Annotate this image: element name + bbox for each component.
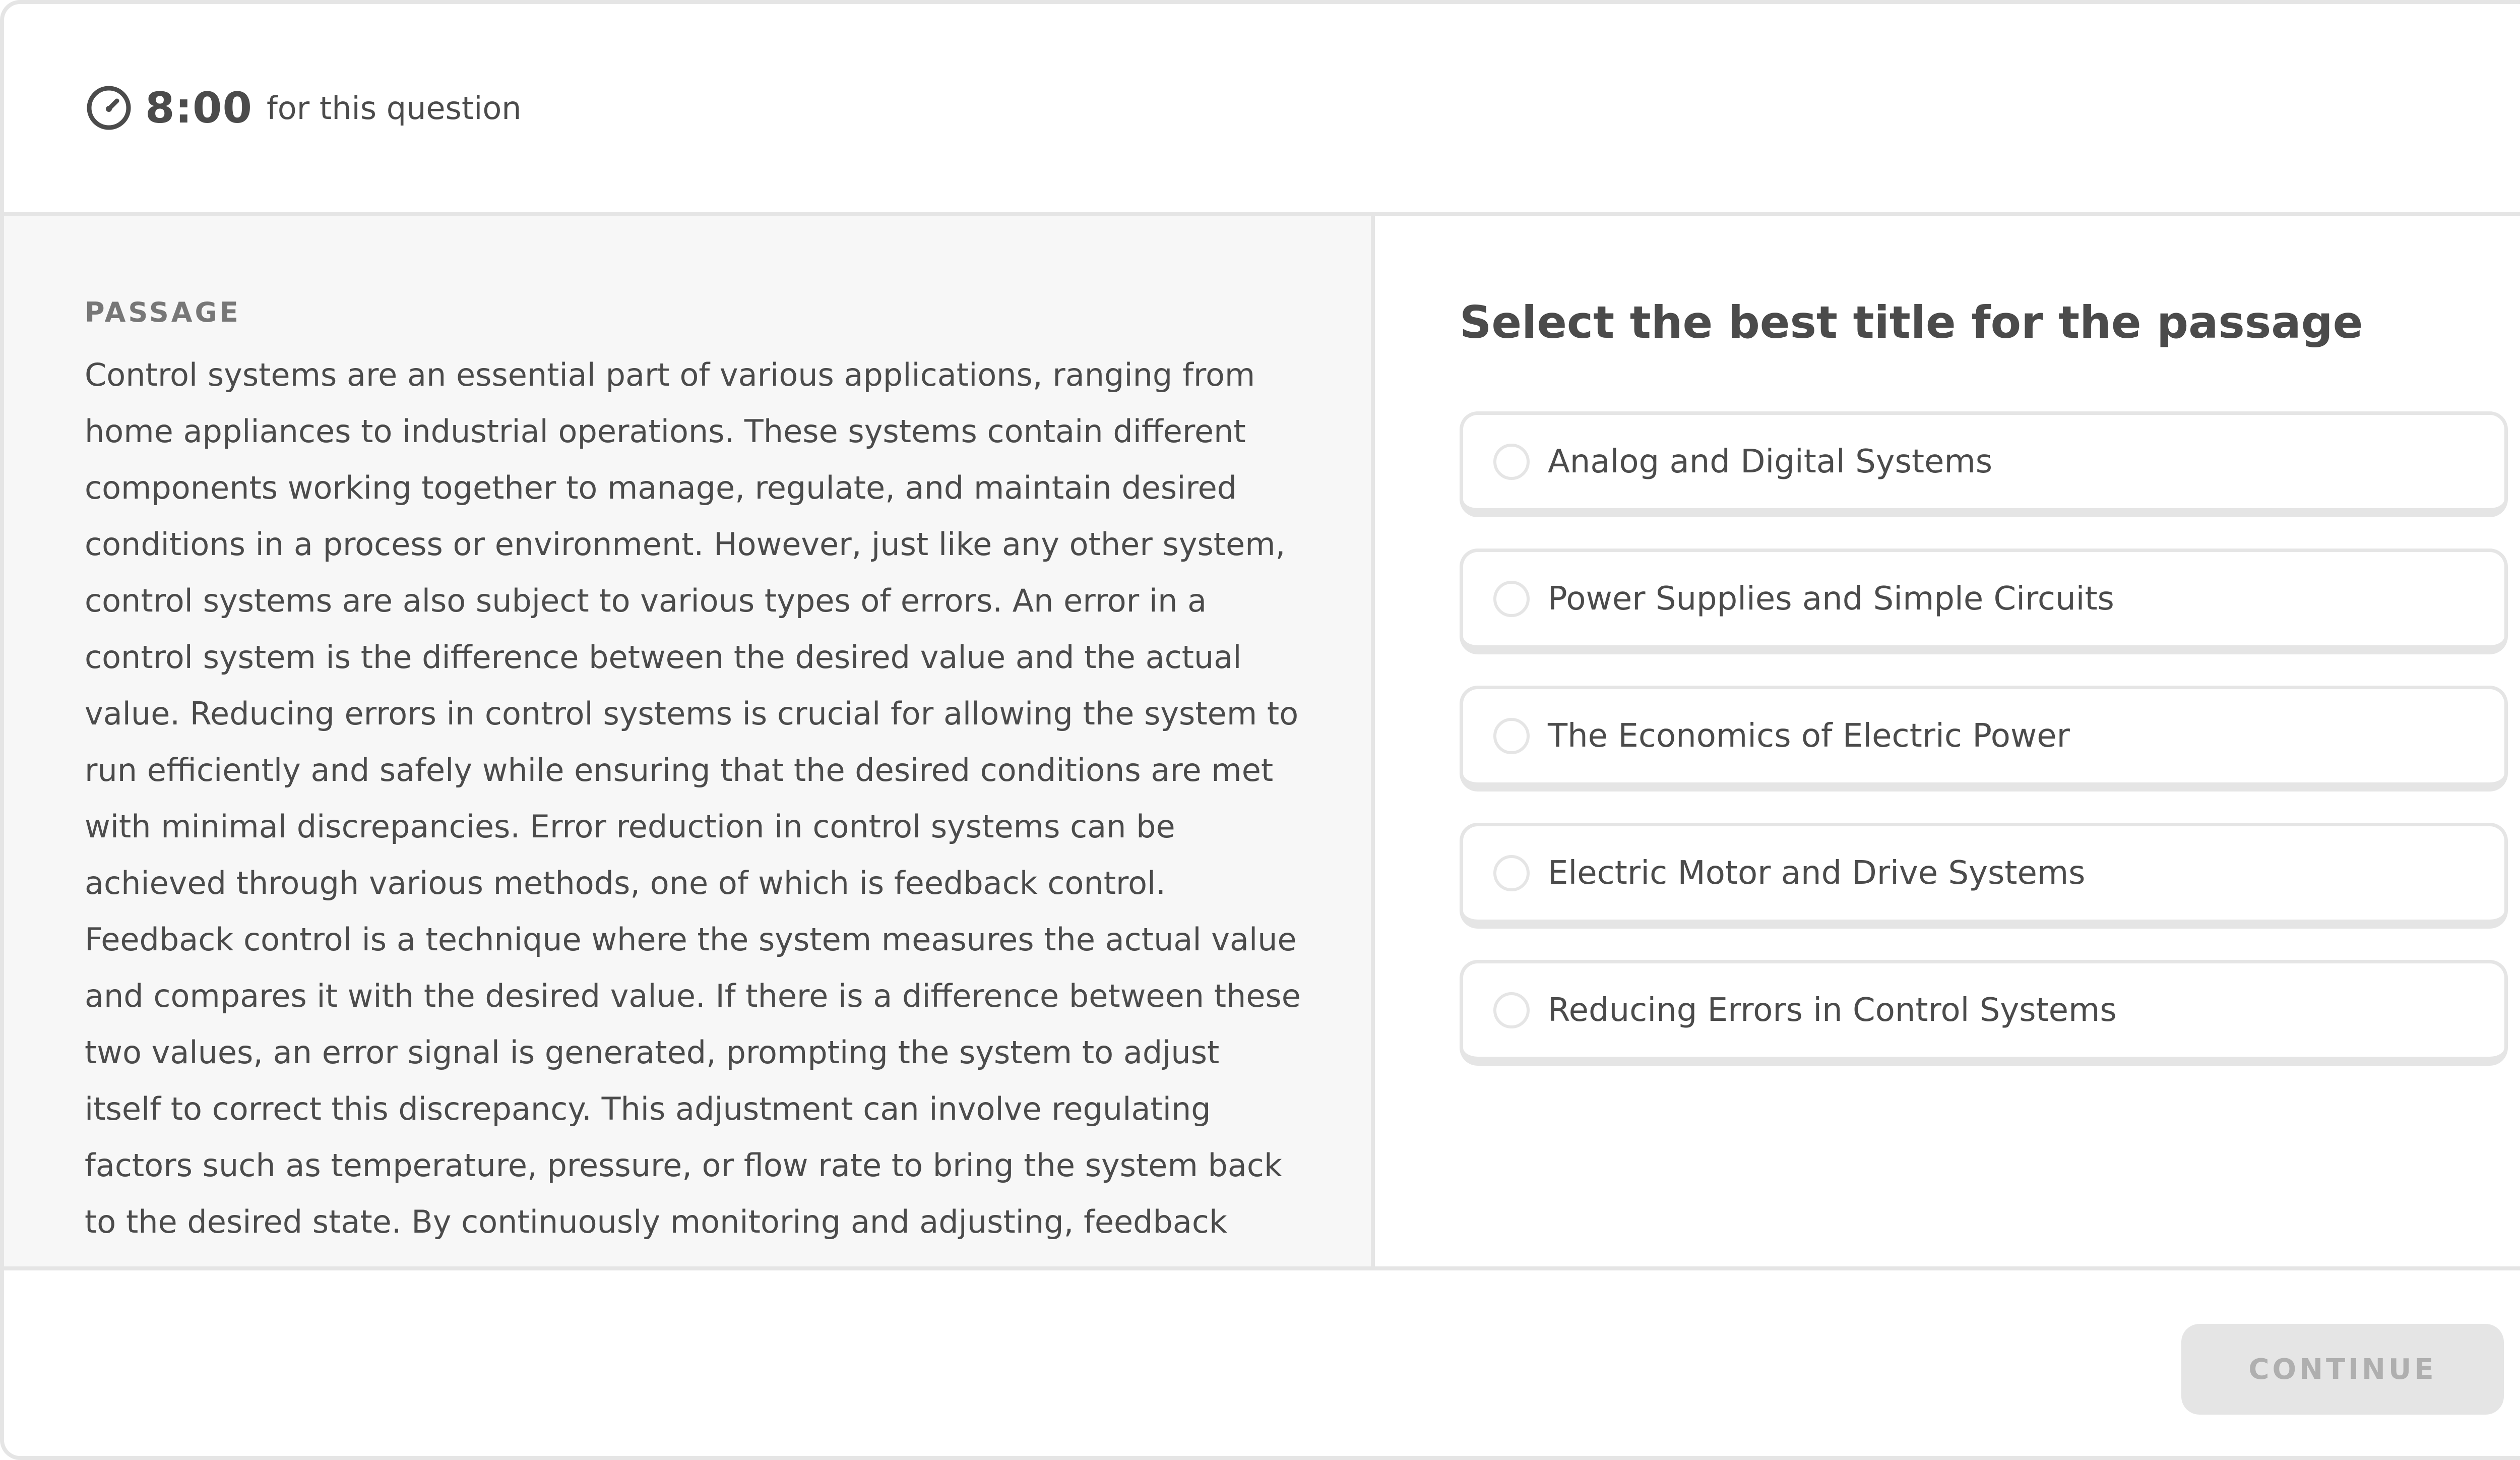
answer-option-label: The Economics of Electric Power [1548, 717, 2070, 755]
footer [4, 1266, 2520, 1460]
header [4, 4, 2520, 216]
answer-option-2[interactable] [1460, 549, 2508, 654]
radio-icon[interactable] [1493, 444, 1530, 480]
radio-icon[interactable] [1493, 992, 1530, 1028]
answer-option-label: Electric Motor and Drive Systems [1548, 854, 2086, 892]
radio-icon[interactable] [1493, 855, 1530, 891]
answer-option-5[interactable] [1460, 960, 2508, 1066]
answer-option-1[interactable] [1460, 411, 2508, 517]
answer-option-label: Power Supplies and Simple Circuits [1548, 580, 2114, 618]
answer-option-4[interactable] [1460, 823, 2508, 929]
radio-icon[interactable] [1493, 718, 1530, 754]
timer-value: 8:00 [145, 83, 253, 133]
radio-icon[interactable] [1493, 581, 1530, 617]
passage-text: Control systems are an essential part of various applications, ranging from home appliances to industrial operations. These systems contain different components working together to manage, regulate, and maintain desired conditions in a process or environment. However, just like any other system, control systems are also subject to various types of errors. An error in a control system is the difference between the desired value and the actual value. Reducing errors in control systems is crucial for allowing the system to run efficiently and safely while ensuring that the desired conditions are met with minimal discrepancies. Error reduction in control systems can be achieved through various methods, one of which is feedback control. Feedback control is a technique where the system measures the actual value and compares it with the desired value. If there is a difference between these two values, an error signal is generated, prompting the system to adjust itself to correct this discrepancy. This adjustment can involve regulating factors such as temperature, pressure, or flow rate to bring the system back to the desired state. By continuously monitoring and adjusting, feedback [85, 356, 1301, 1240]
passage-pane[interactable] [4, 216, 1375, 1266]
answer-options [1460, 411, 2508, 1097]
answer-option-label: Analog and Digital Systems [1548, 443, 1993, 480]
answer-option-3[interactable] [1460, 686, 2508, 792]
timer-suffix: for this question [266, 89, 522, 127]
question-title: Select the best title for the passage [1460, 296, 2363, 348]
continue-button[interactable]: CONTINUE [2181, 1324, 2504, 1415]
passage-label: PASSAGE [85, 296, 241, 328]
timer-icon [85, 84, 133, 132]
question-pane [1375, 216, 2520, 1266]
answer-option-label: Reducing Errors in Control Systems [1548, 991, 2117, 1029]
